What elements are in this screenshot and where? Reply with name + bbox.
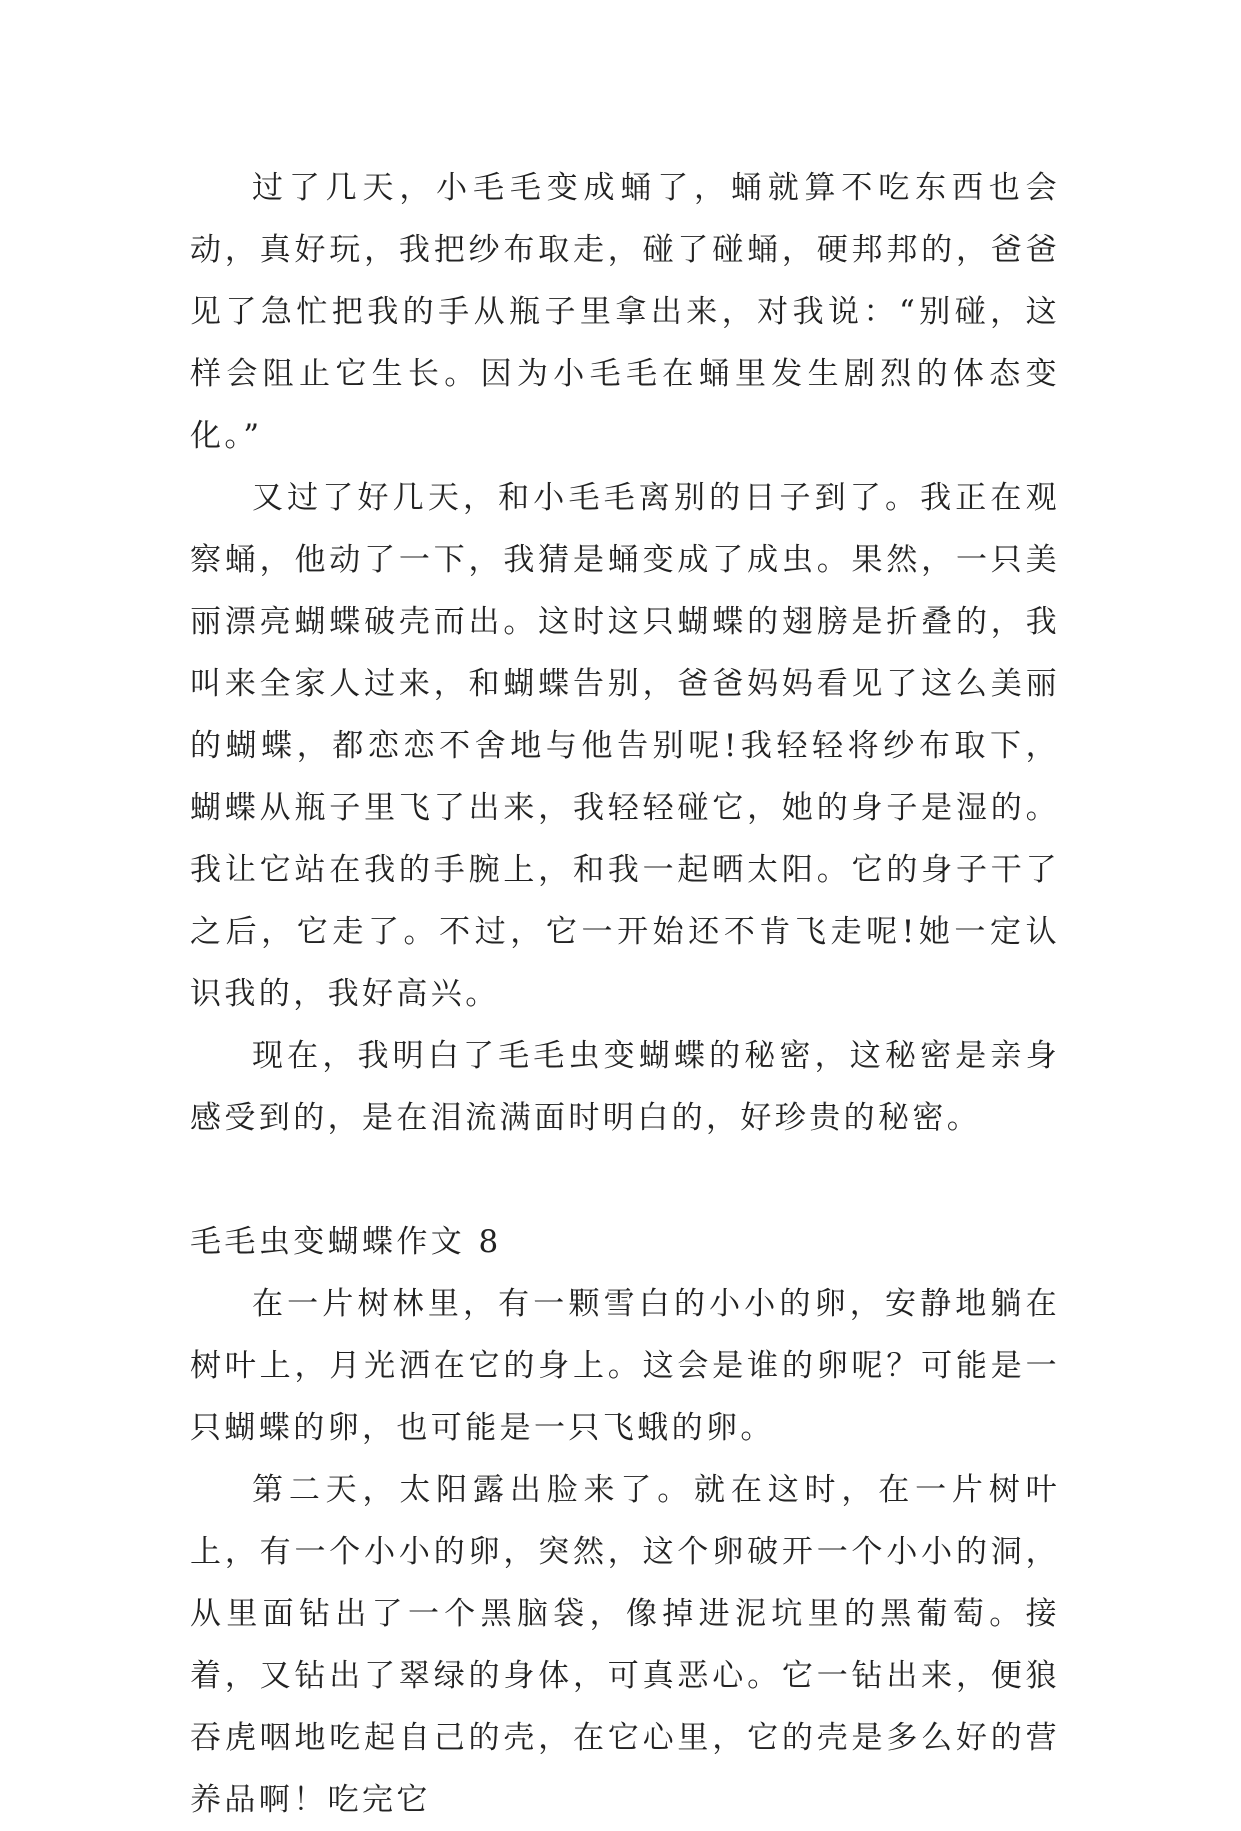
essay-title: 毛毛虫变蝴蝶作文 8: [190, 1224, 502, 1260]
paragraph-pupa: 过了几天，小毛毛变成蛹了，蛹就算不吃东西也会动，真好玩，我把纱布取走，碰了碰蛹，硬邦邦的，爸爸见了急忙把我的手从瓶子里拿出来，对我说：“别碰，这样会阻止它生长。因为小毛毛在蛹里发生剧烈的体态变化。”: [190, 170, 1060, 454]
paragraph-egg: 在一片树林里，有一颗雪白的小小的卵，安静地躺在树叶上，月光洒在它的身上。这会是谁的卵呢？可能是一只蝴蝶的卵，也可能是一只飞蛾的卵。: [190, 1286, 1060, 1446]
paragraph-secret: 现在，我明白了毛毛虫变蝴蝶的秘密，这秘密是亲身感受到的，是在泪流满面时明白的，好珍贵的秘密。: [190, 1038, 1060, 1136]
section-spacer: [190, 1149, 1060, 1211]
paragraph-butterfly-emerges: 又过了好几天，和小毛毛离别的日子到了。我正在观察蛹，他动了一下，我猜是蛹变成了成虫。果然，一只美丽漂亮蝴蝶破壳而出。这时这只蝴蝶的翅膀是折叠的，我叫来全家人过来，和蝴蝶告别，爸爸妈妈看见了这么美丽的蝴蝶，都恋恋不舍地与他告别呢!我轻轻将纱布取下，蝴蝶从瓶子里飞了出来，我轻轻碰它，她的身子是湿的。我让它站在我的手腕上，和我一起晒太阳。它的身子干了之后，它走了。不过，它一开始还不肯飞走呢!她一定认识我的，我好高兴。: [190, 480, 1060, 1012]
paragraph-hatching: 第二天，太阳露出脸来了。就在这时，在一片树叶上，有一个小小的卵，突然，这个卵破开一个小小的洞，从里面钻出了一个黑脑袋，像掉进泥坑里的黑葡萄。接着，又钻出了翠绿的身体，可真恶心。它一钻出来，便狼吞虎咽地吃起自己的壳，在它心里，它的壳是多么好的营养品啊！吃完它: [190, 1472, 1060, 1818]
document-body: [190, 157, 1060, 1831]
